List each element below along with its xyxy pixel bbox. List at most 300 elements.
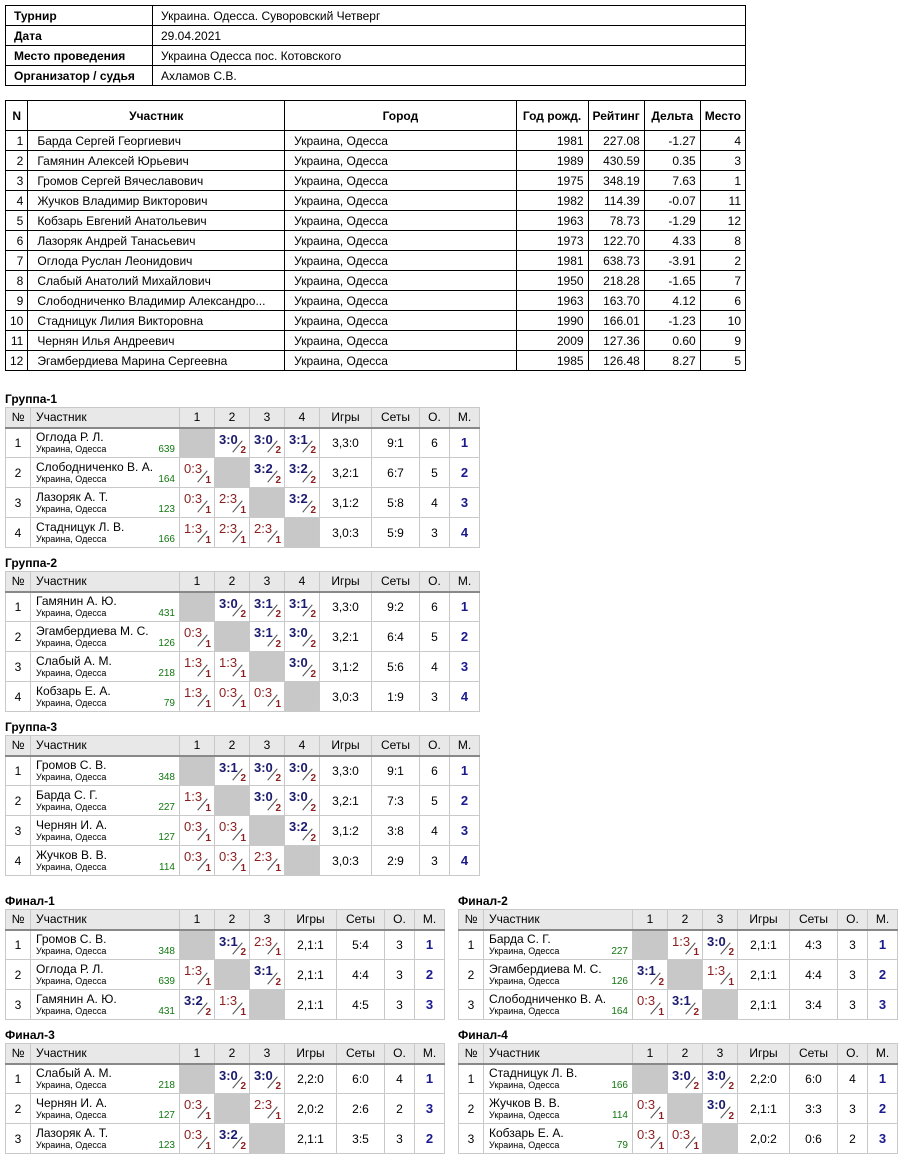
player-cell: [31, 990, 180, 1020]
player-name: Оглода Р. Л.: [36, 961, 104, 976]
sets-record: 6:4: [372, 622, 420, 652]
player-city: Украина, Одесса: [36, 771, 107, 782]
participant-delta: -1.29: [644, 211, 700, 231]
column-header: 4: [285, 572, 320, 592]
participant-city: Украина, Одесса: [285, 251, 516, 271]
match-points: 1: [240, 505, 246, 516]
match-score: 1:3: [707, 963, 726, 978]
match-result-cell[interactable]: [250, 930, 285, 960]
points-total: 2: [385, 1094, 415, 1124]
match-result-cell[interactable]: [215, 518, 250, 548]
column-header: Участник: [31, 736, 180, 756]
column-header: 3: [703, 1044, 738, 1064]
standing-row: [6, 458, 480, 488]
match-result-cell[interactable]: [250, 1094, 285, 1124]
column-header: 3: [250, 1044, 285, 1064]
match-result-cell[interactable]: [180, 846, 215, 876]
match-result-cell[interactable]: [180, 458, 215, 488]
match-result-cell[interactable]: [250, 592, 285, 622]
match-points: 2: [310, 475, 316, 486]
match-score: 3:0: [707, 933, 726, 949]
match-points: 2: [310, 609, 316, 620]
group-3-table-wrap: [5, 719, 480, 876]
match-points: 1: [658, 1141, 664, 1152]
player-cell: [31, 1064, 180, 1094]
group-2-table-wrap: [5, 555, 480, 712]
match-result-cell[interactable]: [180, 622, 215, 652]
info-value: Украина Одесса пос. Котовского: [153, 46, 746, 66]
match-points: 1: [240, 1007, 246, 1018]
cross-table-header-row: [6, 736, 480, 756]
row-number: 1: [459, 930, 484, 960]
final-place: 3: [868, 990, 898, 1020]
player-cell: [31, 846, 180, 876]
match-result-cell[interactable]: [250, 518, 285, 548]
participant-row: [6, 151, 746, 171]
final-place: 1: [450, 592, 480, 622]
match-result-cell[interactable]: [180, 960, 215, 990]
final-place: 2: [415, 1124, 445, 1154]
match-result-cell[interactable]: [250, 756, 285, 786]
final-place: 1: [868, 930, 898, 960]
column-header: М.: [450, 736, 480, 756]
match-result-cell[interactable]: [180, 488, 215, 518]
match-result-cell[interactable]: [285, 592, 320, 622]
cross-table: [458, 1043, 898, 1154]
player-name: Слабый А. М.: [36, 653, 112, 668]
match-result-cell[interactable]: [215, 682, 250, 712]
match-result-cell[interactable]: [215, 488, 250, 518]
match-result-cell[interactable]: [180, 990, 215, 1020]
match-score: 3:1: [254, 595, 273, 611]
player-name: Оглода Р. Л.: [36, 429, 104, 444]
match-result-cell[interactable]: [285, 428, 320, 458]
participant-number: 8: [6, 271, 28, 291]
participant-name: Слободниченко Владимир Александро...: [28, 291, 285, 311]
match-result-cell[interactable]: [703, 960, 738, 990]
standing-row: [459, 990, 898, 1020]
match-points: 1: [658, 1007, 664, 1018]
player-cell: [31, 930, 180, 960]
column-header: Место: [700, 101, 745, 131]
match-points: 2: [240, 445, 246, 456]
participant-delta: -0.07: [644, 191, 700, 211]
match-result-cell[interactable]: [215, 1124, 250, 1154]
match-result-cell[interactable]: [180, 1094, 215, 1124]
participant-birth-year: 1963: [516, 291, 588, 311]
match-score: 3:0: [707, 1097, 726, 1112]
participant-row: [6, 211, 746, 231]
match-points: 2: [693, 1007, 699, 1018]
info-label: Дата: [6, 26, 153, 46]
cross-table: [5, 909, 445, 1020]
column-header: Сеты: [790, 1044, 838, 1064]
group-title: Финал-1: [5, 894, 55, 908]
match-result-cell[interactable]: [668, 990, 703, 1020]
player-cell: [31, 652, 180, 682]
self-cell: [250, 1124, 285, 1154]
match-result-cell[interactable]: [215, 428, 250, 458]
column-header: Участник: [28, 101, 285, 131]
match-result-cell[interactable]: [215, 930, 250, 960]
cross-table-header-row: [459, 1044, 898, 1064]
match-points: 2: [240, 1141, 246, 1152]
match-points: 2: [240, 947, 246, 958]
column-header: М.: [450, 408, 480, 428]
match-result-cell[interactable]: [633, 1094, 668, 1124]
sets-record: 9:1: [372, 756, 420, 786]
match-result-cell[interactable]: [215, 592, 250, 622]
standing-row: [6, 1124, 445, 1154]
player-cell: [31, 816, 180, 846]
player-cell: [31, 756, 180, 786]
match-result-cell[interactable]: [633, 960, 668, 990]
match-points: 2: [275, 773, 281, 784]
column-header: Игры: [320, 408, 372, 428]
final-3-table-wrap: [5, 1027, 445, 1154]
match-result-cell[interactable]: [180, 652, 215, 682]
match-points: 1: [205, 1111, 211, 1122]
match-points: 2: [693, 1081, 699, 1092]
column-header: Сеты: [337, 1044, 385, 1064]
final-place: 3: [415, 1094, 445, 1124]
player-cell: [31, 592, 180, 622]
match-result-cell[interactable]: [250, 458, 285, 488]
match-result-cell[interactable]: [180, 816, 215, 846]
match-result-cell[interactable]: [215, 816, 250, 846]
column-header: Игры: [285, 1044, 337, 1064]
participant-city: Украина, Одесса: [285, 291, 516, 311]
final-place: 4: [450, 518, 480, 548]
final-place: 4: [450, 682, 480, 712]
games-record: 2,1:1: [738, 990, 790, 1020]
participant-rating: 126.48: [588, 351, 644, 371]
column-header: Участник: [484, 1044, 633, 1064]
player-name: Эгамбердиева М. С.: [36, 623, 149, 638]
column-header: 1: [633, 910, 668, 930]
sets-record: 3:5: [337, 1124, 385, 1154]
match-points: 1: [205, 505, 211, 516]
cross-table-header-row: [6, 1044, 445, 1064]
cross-table: [5, 1043, 445, 1154]
row-number: 1: [459, 1064, 484, 1094]
participant-place: 3: [700, 151, 745, 171]
self-cell: [633, 1064, 668, 1094]
info-row: [6, 66, 746, 86]
participant-row: [6, 311, 746, 331]
match-result-cell[interactable]: [285, 458, 320, 488]
self-cell: [215, 960, 250, 990]
standing-row: [6, 652, 480, 682]
column-header: Участник: [31, 572, 180, 592]
player-city: Украина, Одесса: [36, 607, 107, 618]
sets-record: 9:1: [372, 428, 420, 458]
match-points: 1: [240, 863, 246, 874]
participant-birth-year: 1975: [516, 171, 588, 191]
match-result-cell[interactable]: [285, 622, 320, 652]
participant-city: Украина, Одесса: [285, 271, 516, 291]
match-score: 3:1: [219, 759, 238, 775]
final-place: 3: [415, 990, 445, 1020]
match-result-cell[interactable]: [250, 846, 285, 876]
match-score: 3:2: [219, 1127, 238, 1142]
standing-row: [459, 960, 898, 990]
player-name: Стадницук Л. В.: [489, 1065, 578, 1080]
match-result-cell[interactable]: [215, 990, 250, 1020]
match-score: 0:3: [184, 1127, 203, 1142]
row-number: 1: [6, 428, 31, 458]
match-result-cell[interactable]: [180, 786, 215, 816]
points-total: 5: [420, 458, 450, 488]
sets-record: 9:2: [372, 592, 420, 622]
match-result-cell[interactable]: [250, 960, 285, 990]
player-rating: 123: [158, 504, 175, 515]
sets-record: 5:8: [372, 488, 420, 518]
column-header: О.: [420, 572, 450, 592]
group-title: Группа-3: [5, 720, 58, 734]
match-result-cell[interactable]: [215, 756, 250, 786]
cross-table: [458, 909, 898, 1020]
match-score: 3:2: [289, 461, 308, 476]
match-points: 2: [310, 833, 316, 844]
player-name: Кобзарь Е. А.: [489, 1125, 564, 1140]
column-header: Игры: [738, 910, 790, 930]
column-header: 2: [215, 408, 250, 428]
match-result-cell[interactable]: [668, 930, 703, 960]
participant-birth-year: 1963: [516, 211, 588, 231]
match-result-cell[interactable]: [180, 518, 215, 548]
match-result-cell[interactable]: [285, 652, 320, 682]
player-city: Украина, Одесса: [36, 831, 107, 842]
player-rating: 127: [158, 832, 175, 843]
participant-delta: -1.27: [644, 131, 700, 151]
match-score: 0:3: [219, 685, 238, 700]
row-number: 4: [6, 846, 31, 876]
participant-rating: 114.39: [588, 191, 644, 211]
self-cell: [285, 682, 320, 712]
participant-rating: 638.73: [588, 251, 644, 271]
player-city: Украина, Одесса: [36, 637, 107, 648]
match-points: 1: [205, 699, 211, 710]
column-header: №: [6, 408, 31, 428]
final-place: 3: [450, 652, 480, 682]
final-place: 2: [450, 622, 480, 652]
column-header: №: [459, 1044, 484, 1064]
player-rating: 431: [158, 608, 175, 619]
participant-number: 6: [6, 231, 28, 251]
match-score: 1:3: [184, 685, 203, 700]
row-number: 3: [6, 990, 31, 1020]
points-total: 4: [838, 1064, 868, 1094]
match-result-cell[interactable]: [250, 428, 285, 458]
player-city: Украина, Одесса: [36, 697, 107, 708]
player-rating: 79: [616, 1140, 628, 1151]
match-result-cell[interactable]: [633, 1124, 668, 1154]
column-header: Город: [285, 101, 516, 131]
match-result-cell[interactable]: [285, 756, 320, 786]
player-cell: [31, 518, 180, 548]
sets-record: 5:4: [337, 930, 385, 960]
final-place: 1: [415, 1064, 445, 1094]
self-cell: [215, 786, 250, 816]
cross-table: [5, 407, 480, 548]
match-score: 0:3: [184, 491, 203, 506]
games-record: 2,2:0: [738, 1064, 790, 1094]
points-total: 3: [838, 930, 868, 960]
participant-city: Украина, Одесса: [285, 151, 516, 171]
participant-birth-year: 1973: [516, 231, 588, 251]
participant-birth-year: 2009: [516, 331, 588, 351]
match-score: 1:3: [219, 655, 238, 670]
participant-name: Оглода Руслан Леонидович: [28, 251, 285, 271]
match-score: 1:3: [184, 521, 203, 536]
player-rating: 114: [612, 1110, 628, 1121]
match-result-cell[interactable]: [703, 930, 738, 960]
sets-record: 3:3: [790, 1094, 838, 1124]
column-header: М.: [415, 910, 445, 930]
player-rating: 227: [158, 802, 175, 813]
match-score: 0:3: [184, 849, 203, 864]
match-points: 1: [205, 977, 211, 988]
participant-city: Украина, Одесса: [285, 171, 516, 191]
group-1-table-wrap: [5, 391, 480, 548]
match-result-cell[interactable]: [703, 1064, 738, 1094]
participant-rating: 78.73: [588, 211, 644, 231]
points-total: 3: [385, 1124, 415, 1154]
standing-row: [6, 816, 480, 846]
final-place: 1: [868, 1064, 898, 1094]
column-header: 1: [633, 1044, 668, 1064]
self-cell: [250, 652, 285, 682]
match-result-cell[interactable]: [215, 1064, 250, 1094]
match-result-cell[interactable]: [703, 1094, 738, 1124]
player-name: Жучков В. В.: [489, 1095, 560, 1110]
participant-row: [6, 351, 746, 371]
participant-number: 4: [6, 191, 28, 211]
cross-table-header-row: [6, 910, 445, 930]
final-place: 2: [450, 458, 480, 488]
player-name: Жучков В. В.: [36, 847, 107, 862]
column-header: М.: [868, 1044, 898, 1064]
match-result-cell[interactable]: [215, 652, 250, 682]
points-total: 5: [420, 786, 450, 816]
participant-place: 11: [700, 191, 745, 211]
player-rating: 126: [158, 638, 175, 649]
match-score: 0:3: [184, 819, 203, 834]
column-header: Рейтинг: [588, 101, 644, 131]
match-result-cell[interactable]: [668, 1064, 703, 1094]
match-points: 1: [275, 863, 281, 874]
match-result-cell[interactable]: [285, 488, 320, 518]
player-name: Слободниченко В. А.: [489, 991, 607, 1006]
player-cell: [484, 1124, 633, 1154]
row-number: 3: [6, 1124, 31, 1154]
match-result-cell[interactable]: [285, 786, 320, 816]
games-record: 3,1:2: [320, 488, 372, 518]
match-points: 2: [310, 669, 316, 680]
row-number: 2: [6, 960, 31, 990]
final-place: 3: [868, 1124, 898, 1154]
match-score: 3:1: [254, 625, 273, 640]
match-result-cell[interactable]: [250, 622, 285, 652]
participant-name: Стадницук Лилия Викторовна: [28, 311, 285, 331]
column-header: №: [6, 1044, 31, 1064]
match-result-cell[interactable]: [250, 786, 285, 816]
match-result-cell[interactable]: [180, 1124, 215, 1154]
match-score: 0:3: [637, 1097, 656, 1112]
match-result-cell[interactable]: [250, 682, 285, 712]
match-points: 2: [275, 475, 281, 486]
match-score: 0:3: [637, 993, 656, 1008]
self-cell: [285, 518, 320, 548]
match-result-cell[interactable]: [668, 1124, 703, 1154]
participant-number: 1: [6, 131, 28, 151]
match-points: 2: [728, 947, 734, 958]
games-record: 2,1:1: [738, 930, 790, 960]
player-city: Украина, Одесса: [36, 1079, 107, 1090]
match-result-cell[interactable]: [215, 846, 250, 876]
row-number: 3: [6, 652, 31, 682]
points-total: 3: [420, 682, 450, 712]
column-header: №: [6, 910, 31, 930]
match-points: 1: [205, 535, 211, 546]
match-result-cell[interactable]: [285, 816, 320, 846]
sets-record: 0:6: [790, 1124, 838, 1154]
points-total: 3: [838, 1094, 868, 1124]
match-points: 1: [205, 863, 211, 874]
participant-place: 12: [700, 211, 745, 231]
info-row: [6, 6, 746, 26]
info-label: Место проведения: [6, 46, 153, 66]
player-name: Гамянин А. Ю.: [36, 991, 117, 1006]
match-score: 0:3: [637, 1127, 656, 1142]
player-city: Украина, Одесса: [36, 1139, 107, 1150]
match-score: 1:3: [219, 993, 238, 1008]
match-score: 1:3: [184, 963, 203, 978]
match-score: 3:1: [672, 993, 691, 1008]
match-points: 2: [310, 803, 316, 814]
self-cell: [250, 990, 285, 1020]
self-cell: [180, 756, 215, 786]
final-2-table-wrap: [458, 893, 898, 1020]
participant-rating: 227.08: [588, 131, 644, 151]
participants-table: [5, 100, 746, 371]
participant-number: 5: [6, 211, 28, 231]
standing-row: [6, 990, 445, 1020]
row-number: 2: [6, 786, 31, 816]
participant-rating: 163.70: [588, 291, 644, 311]
player-cell: [484, 1094, 633, 1124]
column-header: 2: [668, 910, 703, 930]
self-cell: [180, 592, 215, 622]
match-result-cell[interactable]: [633, 990, 668, 1020]
match-score: 3:0: [289, 759, 308, 775]
self-cell: [180, 1064, 215, 1094]
match-result-cell[interactable]: [250, 1064, 285, 1094]
match-result-cell[interactable]: [180, 682, 215, 712]
info-value: Ахламов С.В.: [153, 66, 746, 86]
match-points: 2: [275, 609, 281, 620]
info-value: 29.04.2021: [153, 26, 746, 46]
participant-delta: -1.65: [644, 271, 700, 291]
column-header: №: [6, 736, 31, 756]
participant-rating: 122.70: [588, 231, 644, 251]
sets-record: 4:4: [337, 960, 385, 990]
player-cell: [484, 990, 633, 1020]
standing-row: [6, 488, 480, 518]
participant-number: 3: [6, 171, 28, 191]
standing-row: [459, 1124, 898, 1154]
